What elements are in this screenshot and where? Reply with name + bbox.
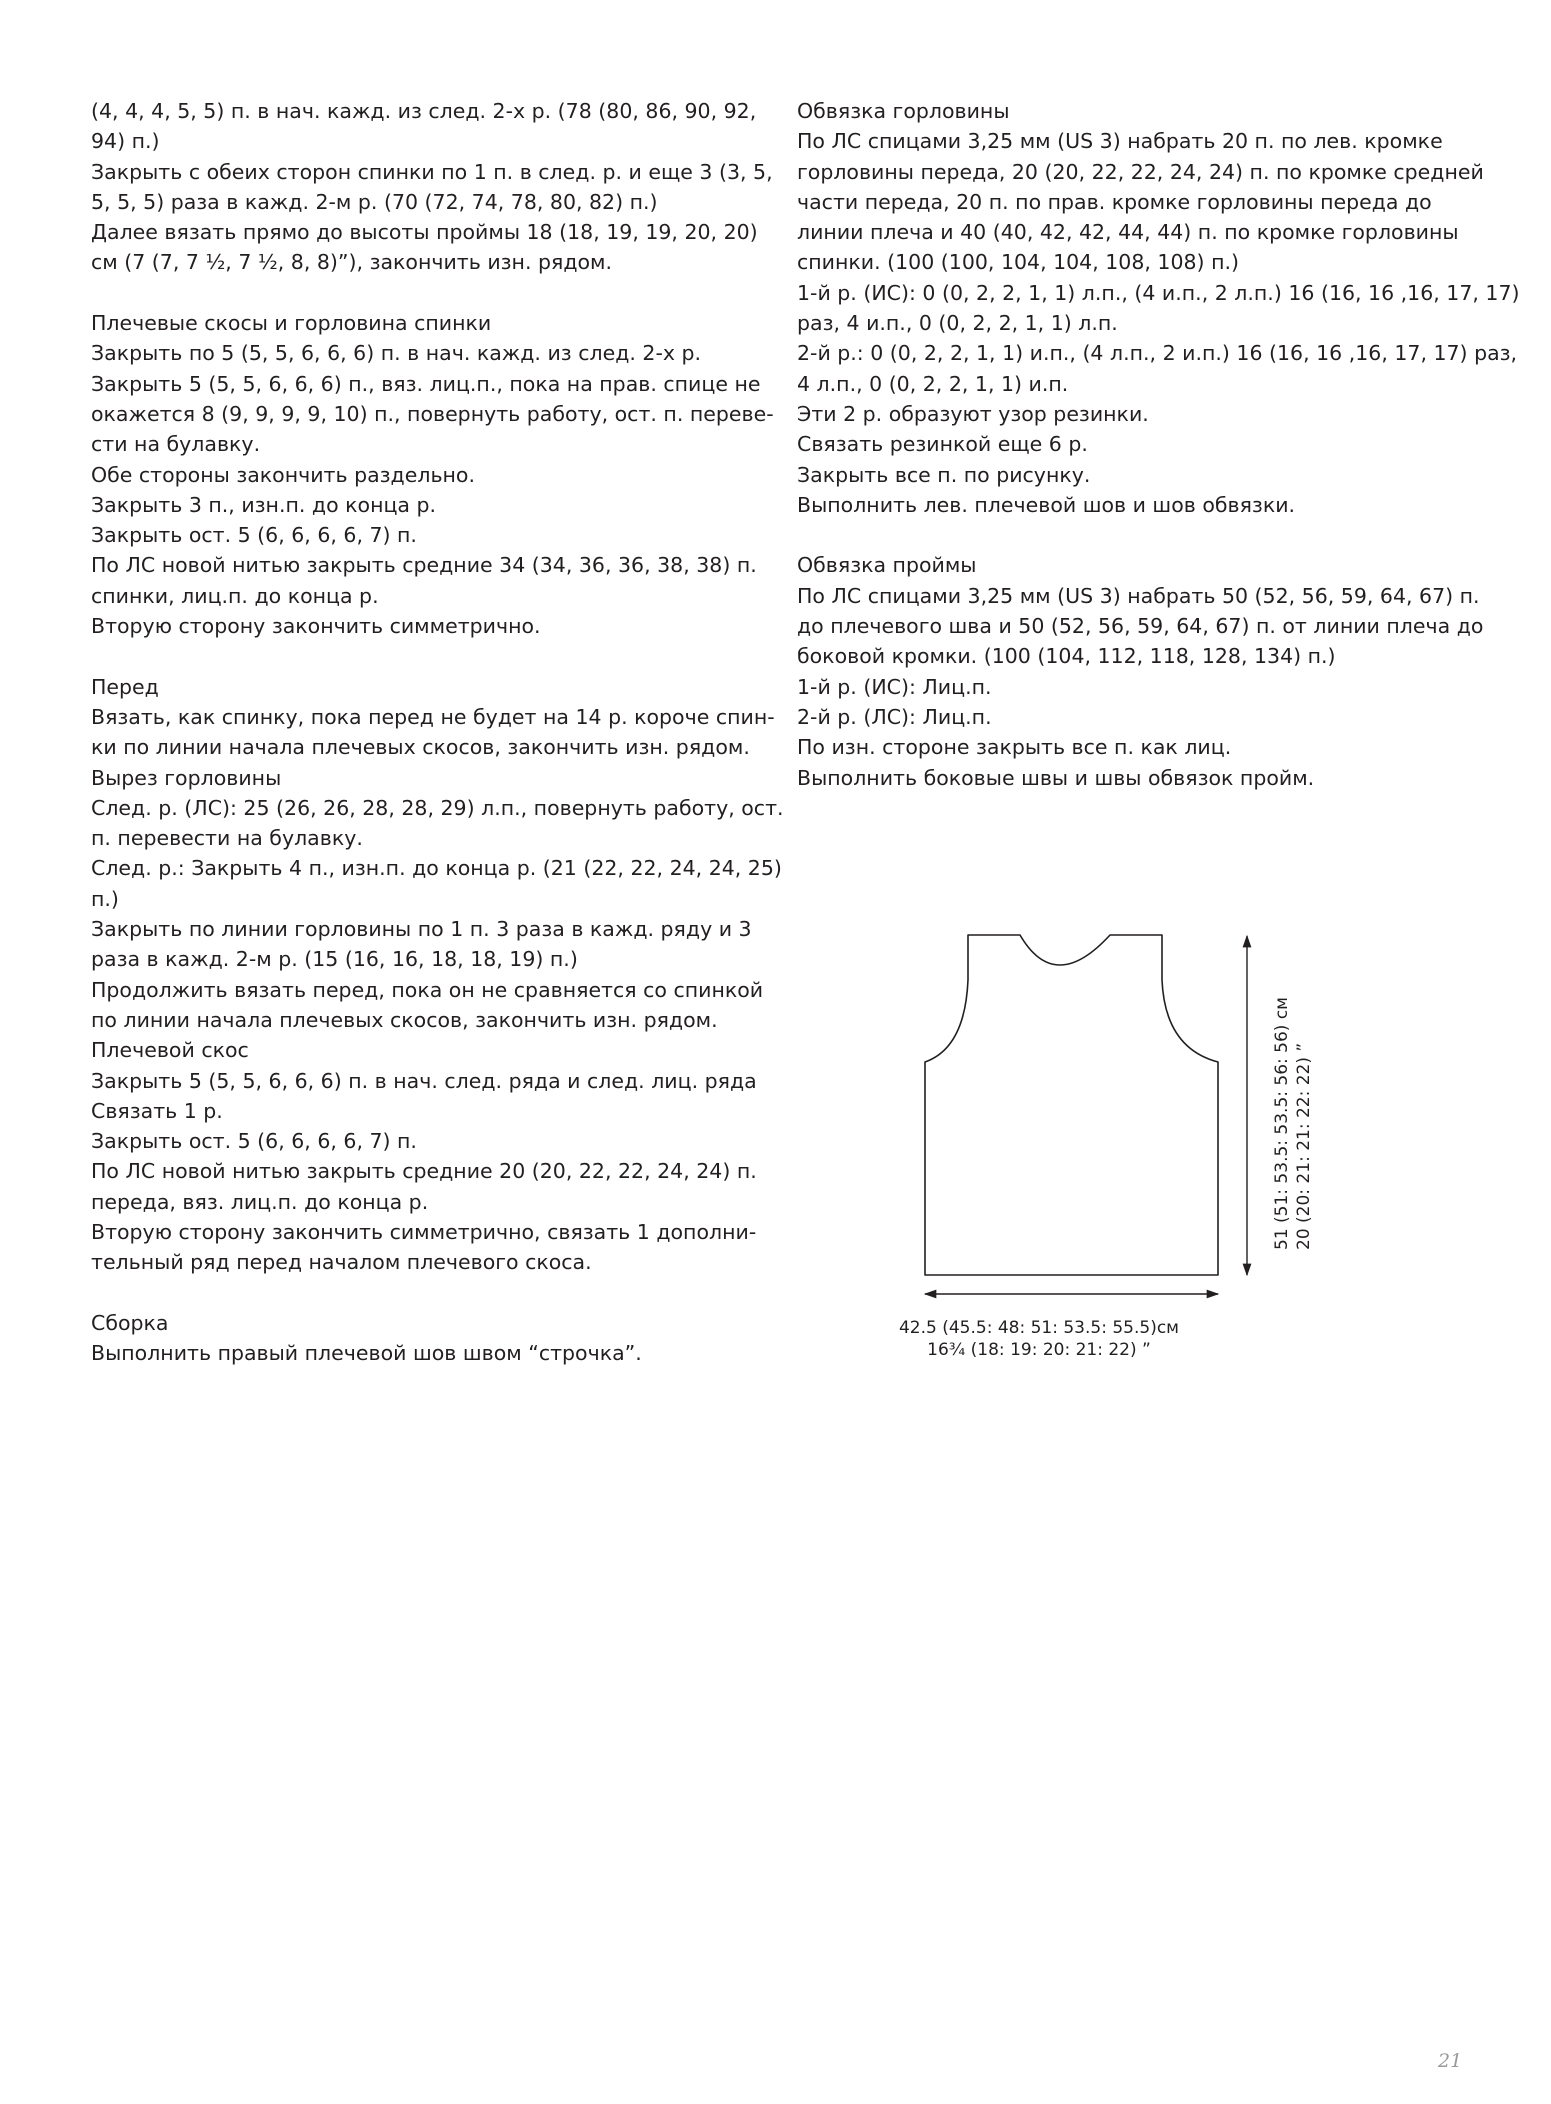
right-column-line: 1-й р. (ИС): 0 (0, 2, 2, 1, 1) л.п., (4 и.п., 2 л.п.) 16 (16, 16 ,16, 17, 17)	[797, 280, 1520, 305]
left-column-line: Далее вязать прямо до высоты проймы 18 (18, 19, 19, 20, 20)	[91, 220, 758, 245]
left-column-line: Продолжить вязать перед, пока он не сравняется со спинкой	[91, 977, 764, 1002]
left-column-line: окажется 8 (9, 9, 9, 9, 10) п., повернуть работу, ост. п. переве-	[91, 401, 774, 426]
height-dimension-label	[1271, 997, 1315, 1250]
right-column-line: Обвязка горловины	[797, 99, 1010, 123]
right-column-line: раз, 4 и.п., 0 (0, 2, 2, 1, 1) л.п.	[797, 311, 1118, 336]
left-column-line: сти на булавку.	[91, 432, 261, 457]
left-column-line: Выполнить правый плечевой шов швом “строчка”.	[91, 1341, 642, 1366]
left-column-line: По ЛС новой нитью закрыть средние 20 (20, 22, 22, 24, 24) п.	[91, 1159, 757, 1184]
left-column-line: ки по линии начала плечевых скосов, закончить изн. рядом.	[91, 735, 750, 760]
right-column-line: Эти 2 р. образуют узор резинки.	[797, 401, 1149, 426]
right-column-line: боковой кромки. (100 (104, 112, 118, 128, 134) п.)	[797, 644, 1336, 669]
right-column-line: По изн. стороне закрыть все п. как лиц.	[797, 735, 1232, 760]
right-column-line: линии плеча и 40 (40, 42, 42, 44, 44) п. по кромке горловины	[797, 220, 1459, 245]
left-column-line: Связать 1 р.	[91, 1098, 223, 1123]
left-column-line: Сборка	[91, 1310, 169, 1335]
width-in-label: 16¾ (18: 19: 20: 21: 22) ”	[927, 1340, 1151, 1360]
left-column-line: по линии начала плечевых скосов, закончить изн. рядом.	[91, 1007, 718, 1032]
left-column-line: Вязать, как спинку, пока перед не будет на 14 р. короче спин-	[91, 704, 775, 729]
left-column-line: п. перевести на булавку.	[91, 826, 363, 851]
right-column-line: спинки. (100 (100, 104, 104, 108, 108) п.)	[797, 250, 1239, 275]
left-column-line: Вторую сторону закончить симметрично, связать 1 дополни-	[91, 1219, 757, 1244]
left-column-line: спинки, лиц.п. до конца р.	[91, 583, 379, 608]
left-column-line: Закрыть по 5 (5, 5, 6, 6, 6) п. в нач. кажд. из след. 2-х р.	[91, 341, 702, 366]
right-column-line: По ЛС спицами 3,25 мм (US 3) набрать 50 (52, 56, 59, 64, 67) п.	[797, 583, 1480, 608]
left-column-line: Закрыть 3 п., изн.п. до конца р.	[91, 492, 437, 517]
right-column-line: 4 л.п., 0 (0, 2, 2, 1, 1) и.п.	[797, 371, 1069, 396]
left-column-line: Вырез горловины	[91, 765, 282, 790]
right-column-line: 2-й р. (ЛС): Лиц.п.	[797, 704, 992, 729]
left-column-line: Закрыть 5 (5, 5, 6, 6, 6) п., вяз. лиц.п., пока на прав. спице не	[91, 371, 761, 396]
left-column-line: Закрыть ост. 5 (6, 6, 6, 6, 7) п.	[91, 523, 417, 548]
left-column-line: След. р.: Закрыть 4 п., изн.п. до конца р. (21 (22, 22, 24, 24, 25)	[91, 856, 782, 881]
width-dimension-label	[823, 1317, 1255, 1361]
garment-outline	[925, 935, 1218, 1275]
left-column-line: см (7 (7, 7 ½, 7 ½, 8, 8)”), закончить изн. рядом.	[91, 250, 613, 275]
left-column-line: Плечевые скосы и горловина спинки	[91, 311, 492, 336]
left-column-line: Закрыть с обеих сторон спинки по 1 п. в след. р. и еще 3 (3, 5,	[91, 159, 773, 184]
left-column-line: Закрыть ост. 5 (6, 6, 6, 6, 7) п.	[91, 1129, 417, 1154]
right-column-line: 1-й р. (ИС): Лиц.п.	[797, 674, 992, 699]
height-cm-label: 51 (51: 53.5: 53.5: 56: 56) см	[1272, 997, 1292, 1250]
right-column-line: Выполнить боковые швы и швы обвязок пройм.	[797, 765, 1315, 790]
left-column-line: Перед	[91, 674, 159, 699]
left-column-line: раза в кажд. 2-м р. (15 (16, 16, 18, 18, 19) п.)	[91, 947, 578, 972]
right-column-line: до плечевого шва и 50 (52, 56, 59, 64, 67) п. от линии плеча до	[797, 614, 1484, 639]
left-column-line: Закрыть по линии горловины по 1 п. 3 раза в кажд. ряду и 3	[91, 917, 752, 942]
left-column-line: Закрыть 5 (5, 5, 6, 6, 6) п. в нач. след. ряда и след. лиц. ряда	[91, 1068, 757, 1093]
right-column-line: Обвязка проймы	[797, 553, 977, 578]
right-column-line: горловины переда, 20 (20, 22, 22, 24, 24) п. по кромке средней	[797, 159, 1484, 184]
right-column-line: части переда, 20 п. по прав. кромке горловины переда до	[797, 189, 1432, 214]
left-column-line: След. р. (ЛС): 25 (26, 26, 28, 28, 29) л.п., повернуть работу, ост.	[91, 795, 784, 820]
width-cm-label: 42.5 (45.5: 48: 51: 53.5: 55.5)см	[898, 1318, 1180, 1338]
right-column-line: Выполнить лев. плечевой шов и шов обвязки.	[797, 492, 1296, 517]
right-column-line: Связать резинкой еще 6 р.	[797, 432, 1088, 457]
page-number: 21	[1438, 2050, 1463, 2072]
left-column-line: п.)	[91, 886, 119, 911]
left-column-line: Плечевой скос	[91, 1038, 249, 1063]
left-column-line: 94) п.)	[91, 129, 160, 154]
right-column-line: 2-й р.: 0 (0, 2, 2, 1, 1) и.п., (4 л.п., 2 и.п.) 16 (16, 16 ,16, 17, 17) раз,	[797, 341, 1518, 366]
left-column-line: тельный ряд перед началом плечевого скоса.	[91, 1250, 592, 1275]
height-in-label: 20 (20: 21: 21: 22: 22) ”	[1294, 1042, 1314, 1250]
left-column-line: (4, 4, 4, 5, 5) п. в нач. кажд. из след. 2-х р. (78 (80, 86, 90, 92,	[91, 99, 757, 123]
right-column-line: По ЛС спицами 3,25 мм (US 3) набрать 20 п. по лев. кромке	[797, 129, 1443, 154]
left-column-line: 5, 5, 5) раза в кажд. 2-м р. (70 (72, 74, 78, 80, 82) п.)	[91, 189, 658, 214]
left-column-line: Вторую сторону закончить симметрично.	[91, 614, 541, 639]
left-column-line: переда, вяз. лиц.п. до конца р.	[91, 1189, 429, 1214]
left-column-line: Обе стороны закончить раздельно.	[91, 462, 475, 487]
right-column-line: Закрыть все п. по рисунку.	[797, 462, 1091, 487]
left-column-line: По ЛС новой нитью закрыть средние 34 (34, 36, 36, 38, 38) п.	[91, 553, 757, 578]
